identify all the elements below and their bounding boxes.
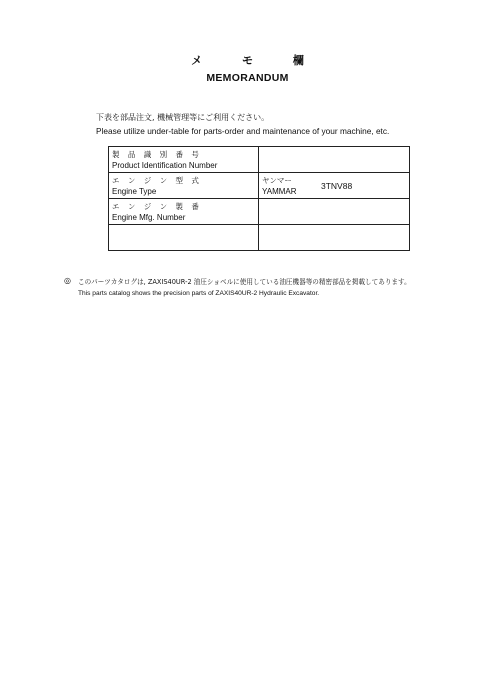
label-english: Engine Type [112,187,157,196]
value-cell [259,199,410,225]
label-cell [109,225,259,251]
engine-model-value: 3TNV88 [321,181,353,191]
page-title-japanese: メ モ 欄 [191,54,322,67]
table-row-blank [109,225,410,251]
maker-japanese: ヤンマー [262,176,292,185]
value-cell [259,147,410,173]
page-title: MEMORANDUM [206,72,289,84]
label-japanese: エ ン ジ ン 型 式 [112,176,202,185]
label-english: Product Identification Number [112,161,218,170]
note-bullet-icon: ◎ [64,276,71,285]
value-cell [259,173,410,199]
intro-text: Please utilize under-table for parts-order and maintenance of your machine, etc. [96,126,390,136]
label-cell [109,173,259,199]
value-cell [259,225,410,251]
maker-english: YAMMAR [262,187,297,196]
intro-text-japanese: 下表を部品注文, 機械管理等にご利用ください。 [96,113,270,122]
note-text: This parts catalog shows the precision parts of ZAXIS40UR-2 Hydraulic Excavator. [78,290,320,297]
table-row-product-id [109,147,410,173]
note-text-japanese: このパーツカタログは, ZAXIS40UR-2 油圧ショベルに使用している油圧機器等の精密部品を掲載してあります。 [78,278,411,286]
label-cell [109,147,259,173]
table-row-engine-type [109,173,410,199]
memo-table [108,146,410,251]
table-row-engine-mfg-number [109,199,410,225]
label-cell [109,199,259,225]
label-japanese: エ ン ジ ン 製 番 [112,202,202,211]
label-english: Engine Mfg. Number [112,213,186,222]
label-japanese: 製 品 識 別 番 号 [112,150,202,159]
